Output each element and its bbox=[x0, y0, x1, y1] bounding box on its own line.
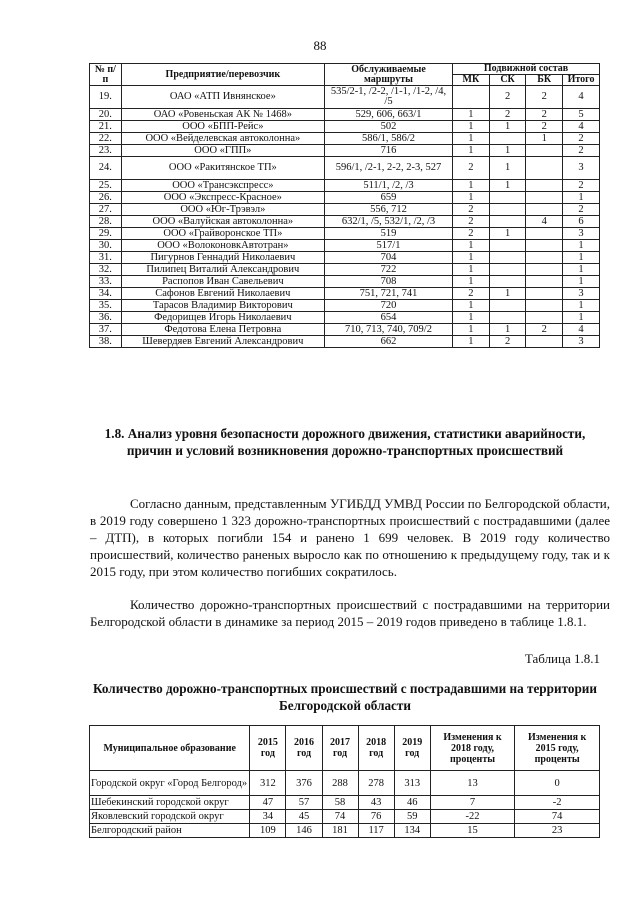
col-header-2018: 2018 год bbox=[358, 726, 394, 771]
cell-routes: 519 bbox=[324, 228, 452, 240]
cell-mk: 2 bbox=[453, 204, 490, 216]
cell-y2017: 288 bbox=[322, 771, 358, 796]
table-row bbox=[90, 824, 600, 838]
cell-sk bbox=[489, 264, 526, 276]
cell-enterprise: Сафонов Евгений Николаевич bbox=[121, 288, 324, 300]
cell-bk bbox=[526, 192, 563, 204]
table-row bbox=[90, 796, 600, 810]
paragraph-dynamics: Количество дорожно-транспортных происшествий с пострадавшими на территории Белгородской области в динамике за период 2015 – 2019 годов приведено в таблице 1.8.1. bbox=[90, 597, 610, 629]
table-row bbox=[90, 324, 600, 336]
cell-enterprise: Шевердяев Евгений Александрович bbox=[121, 336, 324, 348]
col-header-total: Итого bbox=[563, 75, 600, 86]
cell-mk: 2 bbox=[453, 288, 490, 300]
cell-bk bbox=[526, 157, 563, 180]
table-row bbox=[90, 336, 600, 348]
table-title: Количество дорожно-транспортных происшествий с пострадавшими на территории Белгородской области bbox=[92, 681, 597, 713]
cell-y2017: 181 bbox=[322, 824, 358, 838]
table-caption: Таблица 1.8.1 bbox=[524, 651, 600, 666]
cell-routes: 751, 721, 741 bbox=[324, 288, 452, 300]
cell-total: 3 bbox=[563, 336, 600, 348]
cell-routes: 632/1, /5, 532/1, /2, /3 bbox=[324, 216, 452, 228]
cell-num: 21. bbox=[90, 121, 122, 133]
cell-routes: 517/1 bbox=[324, 240, 452, 252]
cell-ch2015: 74 bbox=[515, 810, 600, 824]
cell-mk: 1 bbox=[453, 121, 490, 133]
cell-bk bbox=[526, 300, 563, 312]
cell-bk: 1 bbox=[526, 133, 563, 145]
cell-routes: 716 bbox=[324, 145, 452, 157]
cell-bk: 2 bbox=[526, 109, 563, 121]
cell-mk: 1 bbox=[453, 133, 490, 145]
cell-mk: 1 bbox=[453, 109, 490, 121]
cell-bk bbox=[526, 264, 563, 276]
cell-sk: 1 bbox=[489, 180, 526, 192]
cell-routes: 511/1, /2, /3 bbox=[324, 180, 452, 192]
cell-ch2015: 0 bbox=[515, 771, 600, 796]
cell-bk: 2 bbox=[526, 121, 563, 133]
cell-bk bbox=[526, 336, 563, 348]
cell-total: 2 bbox=[563, 180, 600, 192]
cell-enterprise: ООО «ГПП» bbox=[121, 145, 324, 157]
cell-routes: 662 bbox=[324, 336, 452, 348]
cell-total: 3 bbox=[563, 288, 600, 300]
cell-num: 24. bbox=[90, 157, 122, 180]
col-header-2019: 2019 год bbox=[394, 726, 430, 771]
paragraph-statistics: Согласно данным, представленным УГИБДД УМВД России по Белгородской области, в 2019 году совершено 1 323 дорожно-транспортных происшествий с пострадавшими (далее – ДТП), в которых погибли 154 и ранено 1 699 человек. В 2019 году количество происшествий, количество раненых выросло как по отношению к предыдущему году, так и к 2015 году, при этом количество погибших сократилось. bbox=[90, 496, 610, 579]
cell-enterprise: ООО «Ракитянское ТП» bbox=[121, 157, 324, 180]
cell-total: 4 bbox=[563, 121, 600, 133]
cell-routes: 710, 713, 740, 709/2 bbox=[324, 324, 452, 336]
cell-routes: 708 bbox=[324, 276, 452, 288]
col-header-enterprise: Предприятие/перевозчик bbox=[121, 64, 324, 86]
cell-sk bbox=[489, 300, 526, 312]
cell-enterprise: ООО «Трансэкспресс» bbox=[121, 180, 324, 192]
cell-num: 38. bbox=[90, 336, 122, 348]
cell-num: 31. bbox=[90, 252, 122, 264]
table-row bbox=[90, 145, 600, 157]
cell-num: 23. bbox=[90, 145, 122, 157]
cell-mk: 1 bbox=[453, 312, 490, 324]
cell-ch2015: -2 bbox=[515, 796, 600, 810]
table-row bbox=[90, 121, 600, 133]
cell-bk bbox=[526, 204, 563, 216]
cell-enterprise: ООО «Грайворонское ТП» bbox=[121, 228, 324, 240]
cell-mk: 1 bbox=[453, 180, 490, 192]
cell-mk: 1 bbox=[453, 300, 490, 312]
cell-total: 1 bbox=[563, 312, 600, 324]
cell-bk: 2 bbox=[526, 324, 563, 336]
cell-num: 30. bbox=[90, 240, 122, 252]
col-header-sk: СК bbox=[489, 75, 526, 86]
cell-y2019: 134 bbox=[394, 824, 430, 838]
cell-sk: 1 bbox=[489, 228, 526, 240]
table-row bbox=[90, 240, 600, 252]
cell-y2018: 117 bbox=[358, 824, 394, 838]
cell-mk: 1 bbox=[453, 264, 490, 276]
cell-routes: 535/2-1, /2-2, /1-1, /1-2, /4, /5 bbox=[324, 86, 452, 109]
cell-bk bbox=[526, 145, 563, 157]
cell-total: 1 bbox=[563, 240, 600, 252]
col-header-municipality: Муниципальное образование bbox=[90, 726, 250, 771]
cell-mk: 2 bbox=[453, 216, 490, 228]
cell-num: 37. bbox=[90, 324, 122, 336]
table-row bbox=[90, 109, 600, 121]
cell-enterprise: Пилипец Виталий Александрович bbox=[121, 264, 324, 276]
cell-bk bbox=[526, 276, 563, 288]
table-row bbox=[90, 133, 600, 145]
table-row bbox=[90, 312, 600, 324]
table-row bbox=[90, 180, 600, 192]
cell-municipality: Белгородский район bbox=[90, 824, 250, 838]
cell-mk: 1 bbox=[453, 240, 490, 252]
table-row bbox=[90, 252, 600, 264]
cell-total: 2 bbox=[563, 133, 600, 145]
cell-bk: 4 bbox=[526, 216, 563, 228]
cell-routes: 596/1, /2-1, 2-2, 2-3, 527 bbox=[324, 157, 452, 180]
cell-municipality: Шебекинский городской округ bbox=[90, 796, 250, 810]
cell-total: 4 bbox=[563, 86, 600, 109]
cell-sk bbox=[489, 240, 526, 252]
cell-routes: 502 bbox=[324, 121, 452, 133]
cell-mk: 1 bbox=[453, 276, 490, 288]
cell-routes: 529, 606, 663/1 bbox=[324, 109, 452, 121]
col-header-change-2018: Изменения к 2018 году, проценты bbox=[430, 726, 515, 771]
cell-sk: 1 bbox=[489, 145, 526, 157]
cell-mk: 2 bbox=[453, 228, 490, 240]
cell-sk: 1 bbox=[489, 324, 526, 336]
cell-sk: 2 bbox=[489, 336, 526, 348]
carriers-table bbox=[89, 63, 600, 348]
cell-num: 25. bbox=[90, 180, 122, 192]
col-header-num: № п/п bbox=[90, 64, 122, 86]
cell-bk bbox=[526, 228, 563, 240]
cell-num: 19. bbox=[90, 86, 122, 109]
cell-ch2018: 15 bbox=[430, 824, 515, 838]
cell-enterprise: ООО «ВолоконовкАвтотран» bbox=[121, 240, 324, 252]
cell-y2018: 43 bbox=[358, 796, 394, 810]
cell-mk: 1 bbox=[453, 252, 490, 264]
cell-y2015: 47 bbox=[250, 796, 286, 810]
cell-enterprise: Федорищев Игорь Николаевич bbox=[121, 312, 324, 324]
cell-y2016: 45 bbox=[286, 810, 322, 824]
table-row bbox=[90, 204, 600, 216]
cell-y2017: 58 bbox=[322, 796, 358, 810]
cell-sk bbox=[489, 204, 526, 216]
cell-routes: 654 bbox=[324, 312, 452, 324]
cell-ch2018: 13 bbox=[430, 771, 515, 796]
cell-num: 22. bbox=[90, 133, 122, 145]
cell-sk bbox=[489, 312, 526, 324]
cell-sk: 1 bbox=[489, 157, 526, 180]
cell-y2016: 376 bbox=[286, 771, 322, 796]
cell-municipality: Яковлевский городской округ bbox=[90, 810, 250, 824]
cell-num: 36. bbox=[90, 312, 122, 324]
table-row bbox=[90, 216, 600, 228]
cell-num: 33. bbox=[90, 276, 122, 288]
cell-num: 20. bbox=[90, 109, 122, 121]
cell-ch2018: 7 bbox=[430, 796, 515, 810]
cell-total: 1 bbox=[563, 276, 600, 288]
page-number: 88 bbox=[313, 38, 327, 53]
cell-sk bbox=[489, 133, 526, 145]
cell-total: 6 bbox=[563, 216, 600, 228]
col-header-routes: Обслуживаемые маршруты bbox=[324, 64, 452, 86]
table-row bbox=[90, 810, 600, 824]
cell-enterprise: Распопов Иван Савельевич bbox=[121, 276, 324, 288]
cell-bk: 2 bbox=[526, 86, 563, 109]
cell-total: 2 bbox=[563, 145, 600, 157]
table-row bbox=[90, 276, 600, 288]
cell-sk bbox=[489, 192, 526, 204]
cell-y2016: 57 bbox=[286, 796, 322, 810]
cell-total: 3 bbox=[563, 157, 600, 180]
table-row bbox=[90, 264, 600, 276]
table-row bbox=[90, 771, 600, 796]
cell-total: 2 bbox=[563, 204, 600, 216]
cell-num: 35. bbox=[90, 300, 122, 312]
cell-bk bbox=[526, 240, 563, 252]
table-row bbox=[90, 288, 600, 300]
cell-enterprise: ООО «Юг-Трэвэл» bbox=[121, 204, 324, 216]
table-row bbox=[90, 157, 600, 180]
col-header-mk: МК bbox=[453, 75, 490, 86]
section-heading: 1.8. Анализ уровня безопасности дорожного движения, статистики аварийности, причин и условий возникновения дорожно-транспортных происшествий bbox=[104, 426, 586, 458]
cell-total: 4 bbox=[563, 324, 600, 336]
cell-total: 1 bbox=[563, 192, 600, 204]
cell-enterprise: ООО «Валуйская автоколонна» bbox=[121, 216, 324, 228]
col-header-rolling-stock: Подвижной состав bbox=[453, 64, 600, 75]
cell-mk: 1 bbox=[453, 192, 490, 204]
cell-routes: 704 bbox=[324, 252, 452, 264]
cell-mk: 2 bbox=[453, 157, 490, 180]
cell-routes: 586/1, 586/2 bbox=[324, 133, 452, 145]
cell-routes: 722 bbox=[324, 264, 452, 276]
accidents-table bbox=[89, 725, 600, 838]
cell-total: 3 bbox=[563, 228, 600, 240]
col-header-2015: 2015 год bbox=[250, 726, 286, 771]
cell-ch2015: 23 bbox=[515, 824, 600, 838]
cell-y2017: 74 bbox=[322, 810, 358, 824]
cell-ch2018: -22 bbox=[430, 810, 515, 824]
cell-y2018: 76 bbox=[358, 810, 394, 824]
cell-enterprise: ОАО «Ровеньская АК № 1468» bbox=[121, 109, 324, 121]
cell-y2015: 312 bbox=[250, 771, 286, 796]
table-row bbox=[90, 300, 600, 312]
cell-y2019: 59 bbox=[394, 810, 430, 824]
cell-total: 5 bbox=[563, 109, 600, 121]
col-header-2017: 2017 год bbox=[322, 726, 358, 771]
cell-total: 1 bbox=[563, 252, 600, 264]
cell-sk bbox=[489, 216, 526, 228]
col-header-change-2015: Изменения к 2015 году, проценты bbox=[515, 726, 600, 771]
cell-enterprise: ООО «БПП-Рейс» bbox=[121, 121, 324, 133]
cell-enterprise: Пигурнов Геннадий Николаевич bbox=[121, 252, 324, 264]
cell-total: 1 bbox=[563, 264, 600, 276]
cell-y2016: 146 bbox=[286, 824, 322, 838]
cell-y2018: 278 bbox=[358, 771, 394, 796]
cell-sk: 2 bbox=[489, 86, 526, 109]
cell-sk bbox=[489, 276, 526, 288]
cell-num: 28. bbox=[90, 216, 122, 228]
col-header-bk: БК bbox=[526, 75, 563, 86]
cell-bk bbox=[526, 180, 563, 192]
cell-mk: 1 bbox=[453, 336, 490, 348]
cell-num: 27. bbox=[90, 204, 122, 216]
cell-municipality: Городской округ «Город Белгород» bbox=[90, 771, 250, 796]
cell-enterprise: Федотова Елена Петровна bbox=[121, 324, 324, 336]
cell-num: 26. bbox=[90, 192, 122, 204]
table-row bbox=[90, 228, 600, 240]
cell-mk: 1 bbox=[453, 324, 490, 336]
cell-bk bbox=[526, 252, 563, 264]
cell-y2019: 46 bbox=[394, 796, 430, 810]
cell-num: 29. bbox=[90, 228, 122, 240]
col-header-2016: 2016 год bbox=[286, 726, 322, 771]
cell-bk bbox=[526, 288, 563, 300]
cell-total: 1 bbox=[563, 300, 600, 312]
cell-sk: 1 bbox=[489, 288, 526, 300]
cell-y2015: 34 bbox=[250, 810, 286, 824]
cell-bk bbox=[526, 312, 563, 324]
cell-mk: 1 bbox=[453, 145, 490, 157]
cell-routes: 720 bbox=[324, 300, 452, 312]
table-row bbox=[90, 192, 600, 204]
cell-mk bbox=[453, 86, 490, 109]
cell-sk: 1 bbox=[489, 121, 526, 133]
cell-sk: 2 bbox=[489, 109, 526, 121]
cell-num: 34. bbox=[90, 288, 122, 300]
cell-num: 32. bbox=[90, 264, 122, 276]
cell-routes: 556, 712 bbox=[324, 204, 452, 216]
cell-y2019: 313 bbox=[394, 771, 430, 796]
cell-enterprise: Тарасов Владимир Викторович bbox=[121, 300, 324, 312]
cell-y2015: 109 bbox=[250, 824, 286, 838]
cell-enterprise: ООО «Экспресс-Красное» bbox=[121, 192, 324, 204]
cell-enterprise: ОАО «АТП Ивнянское» bbox=[121, 86, 324, 109]
cell-routes: 659 bbox=[324, 192, 452, 204]
table-row bbox=[90, 86, 600, 109]
cell-sk bbox=[489, 252, 526, 264]
cell-enterprise: ООО «Вейделевская автоколонна» bbox=[121, 133, 324, 145]
